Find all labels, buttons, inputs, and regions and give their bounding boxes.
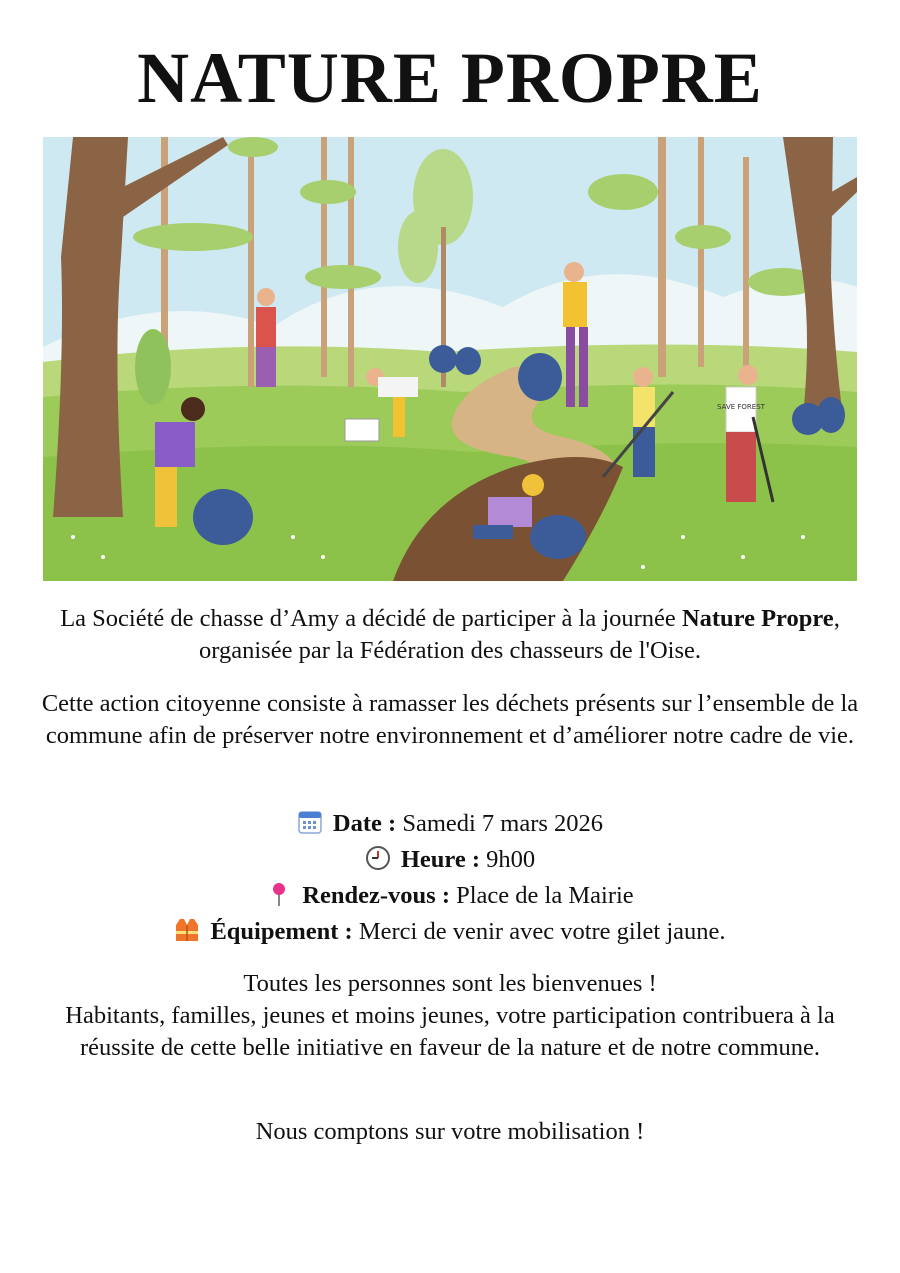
clock-icon: [365, 845, 391, 871]
welcome-paragraph: [40, 968, 860, 1064]
vest-icon: [174, 917, 200, 943]
detail-time: Heure : 9h00: [0, 842, 900, 878]
detail-date: Date : Samedi 7 mars 2026: [0, 806, 900, 842]
forest-cleanup-scene: [43, 137, 857, 581]
event-name: Nature Propre: [681, 605, 834, 632]
recycle-box: [345, 419, 379, 441]
pin-icon: [266, 881, 292, 907]
detail-equipment: Équipement : Merci de venir avec votre gilet jaune.: [0, 914, 900, 950]
detail-meeting-point: Rendez-vous : Place de la Mairie: [0, 878, 900, 914]
closing-line: Nous comptons sur votre mobilisation !: [255, 1118, 645, 1145]
calendar-icon: [297, 809, 323, 835]
welcome-line: Toutes les personnes sont les bienvenues !: [243, 970, 657, 997]
description-paragraph: Cette action citoyenne consiste à ramasser les déchets présents sur l’ensemble de la commune afin de préserver notre environnement et d’améliorer notre cadre de vie.: [41, 690, 859, 749]
cleanup-illustration: [43, 137, 857, 581]
welcome-details: Habitants, familles, jeunes et moins jeunes, votre participation contribuera à la réussite de cette belle initiative en faveur de la nature et de notre commune.: [65, 1002, 835, 1061]
event-details: [0, 806, 900, 950]
save-forest-badge: SAVE FOREST: [717, 403, 765, 411]
page-title: NATURE PROPRE: [137, 38, 763, 118]
intro-paragraph: La Société de chasse d’Amy a décidé de participer à la journée Nature Propre, organisée par la Fédération des chasseurs de l'Oise.: [60, 605, 840, 664]
